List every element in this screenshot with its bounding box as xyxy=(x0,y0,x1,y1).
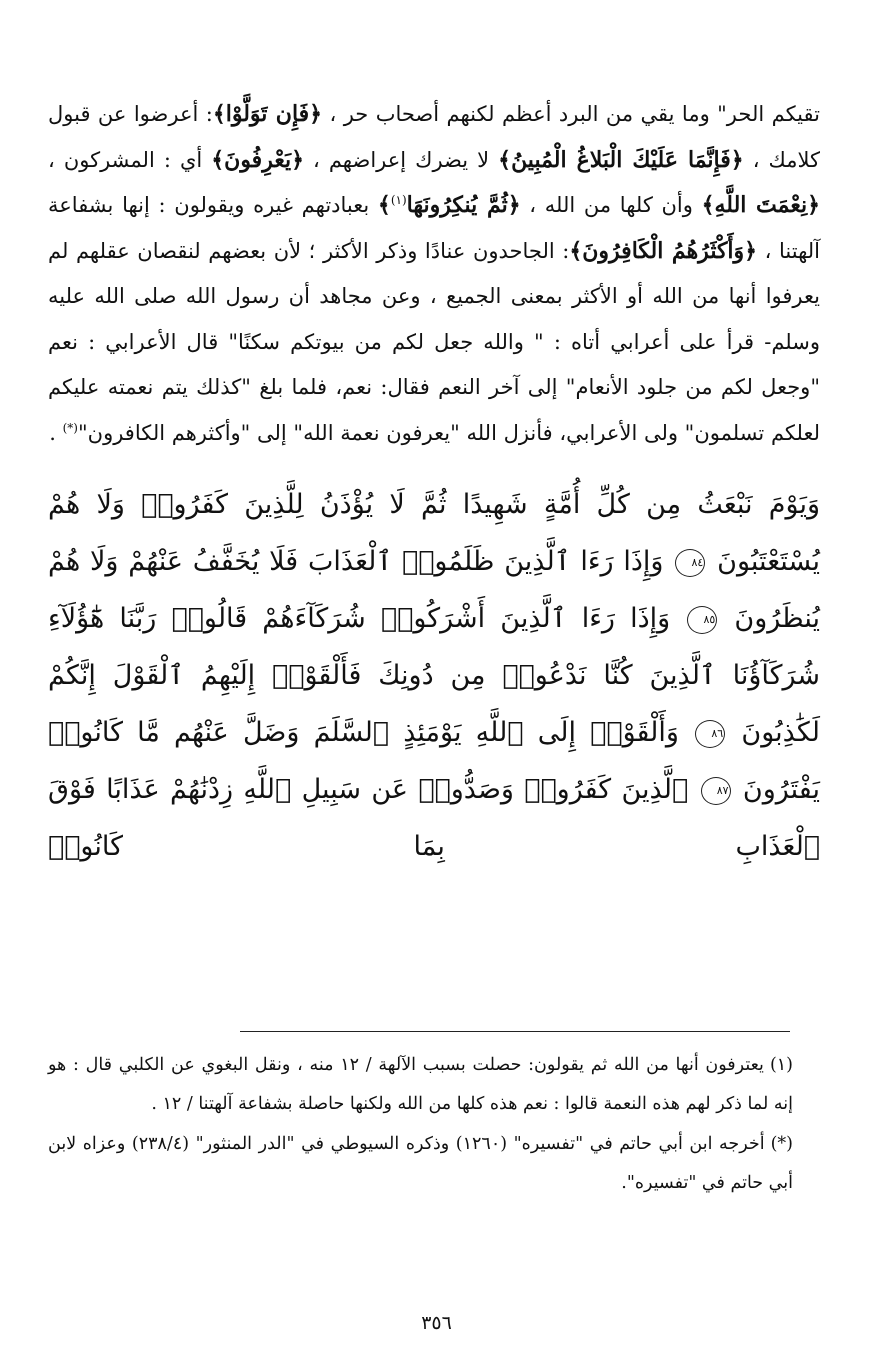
footnote-2 xyxy=(48,1125,793,1202)
footnote-marker: (١) xyxy=(769,1055,793,1075)
verse-text: وَيَوْمَ نَبْعَثُ مِن كُلِّ أُمَّةٍ شَهِيدًا ثُمَّ لَا يُؤْذَنُ لِلَّذِينَ كَفَرُوا۟ وَلَا هُمْ يُسْتَعْتَبُونَ xyxy=(48,489,820,577)
quran-verses-paragraph xyxy=(48,476,820,875)
footnote-text: أخرجه ابن أبي حاتم في "تفسيره" (١٢٦٠) وذكره السيوطي في "الدر المنثور" (٢٣٨/٤) وعزاه لابن أبي حاتم في "تفسيره". xyxy=(48,1134,793,1193)
commentary-text: لا يضرك إعراضهم ، xyxy=(303,147,499,172)
quran-verses xyxy=(48,476,820,875)
commentary-text: وأن كلها من الله ، xyxy=(520,193,702,217)
quran-quote-close: ﴾ xyxy=(377,192,391,218)
commentary-text: أي : المشركون ، xyxy=(48,147,212,172)
quran-quote: ﴿يَعْرِفُونَ﴾ xyxy=(211,146,304,173)
footnotes xyxy=(48,1046,793,1204)
ayah-number-marker: ٨٥ xyxy=(687,606,717,634)
ayah-number-marker: ٨٦ xyxy=(695,720,725,748)
commentary-text: : الجاحدون عنادًا وذكر الأكثر ؛ لأن بعضهم لنقصان عقلهم لم يعرفوا أنها من الله أو الأكثر بمعنى الجميع ، وعن مجاهد أن رسول الله صلى الله عليه وسلم- قرأ على أعرابي أتاه : " والله جعل لكم من بيوتكم سكنًا" قال الأعرابي : نعم "وجعل لكم من جلود الأنعام" إلى آخر النعم فقال: نعم، فلما بلغ "كذلك يتم نعمته عليكم لعلكم تسلمون" ولى الأعرابي، فأنزل الله "يعرفون نعمة الله" إلى "وأكثرهم الكافرون" xyxy=(48,238,820,445)
quran-quote: ﴿فَإِنَّمَا عَلَيْكَ الْبَلاغُ الْمُبِينُ﴾ xyxy=(498,146,744,173)
verse-text: وَإِذَا رَءَا ٱلَّذِينَ أَشْرَكُوا۟ شُرَكَآءَهُمْ قَالُوا۟ رَبَّنَا هَٰٓؤُلَآءِ شُرَكَآؤُنَا ٱلَّذِينَ كُنَّا نَدْعُوا۟ مِن دُونِكَ فَأَلْقَوْا۟ إِلَيْهِمُ ٱلْقَوْلَ إِنَّكُمْ لَكَٰذِبُونَ xyxy=(48,603,820,748)
verse-text: وَأَلْقَوْا۟ إِلَى ٱللَّهِ يَوْمَئِذٍ ٱلسَّلَمَ وَضَلَّ عَنْهُم مَّا كَانُوا۟ يَفْتَرُونَ xyxy=(48,717,820,805)
footnote-marker: (*) xyxy=(770,1134,793,1154)
quran-quote: ﴿وَأَكْثَرُهُمُ الْكَافِرُونَ﴾ xyxy=(569,237,758,264)
tafsir-commentary xyxy=(48,92,820,456)
footnote-reference[interactable]: (١) xyxy=(390,193,407,207)
commentary-text: بعبادتهم غيره ويقولون : إنها بشفاعة آلهتنا ، xyxy=(48,193,820,263)
footnote-separator xyxy=(240,1031,790,1032)
quran-quote: ﴿فَإِن تَوَلَّوْا﴾ xyxy=(212,101,323,127)
footnote-1 xyxy=(48,1046,793,1123)
footnote-reference[interactable]: (*) xyxy=(62,420,78,435)
verse-text: وَإِذَا رَءَا ٱلَّذِينَ ظَلَمُوا۟ ٱلْعَذَابَ فَلَا يُخَفَّفُ عَنْهُمْ وَلَا هُمْ يُنظَرُونَ xyxy=(48,546,820,634)
verse-text: ٱلَّذِينَ كَفَرُوا۟ وَصَدُّوا۟ عَن سَبِيلِ ٱللَّهِ زِدْنَٰهُمْ عَذَابًا فَوْقَ ٱلْعَذَابِ بِمَا كَانُوا۟ xyxy=(48,774,820,862)
page-number: ٣٥٦ xyxy=(421,1312,452,1334)
ayah-number-marker: ٨٤ xyxy=(675,549,705,577)
quran-quote: ﴿نِعْمَتَ اللَّهِ﴾ xyxy=(701,192,820,218)
page-body xyxy=(48,92,820,875)
commentary-text: . xyxy=(49,420,63,445)
commentary-text: : أعرضوا عن قبول كلامك ، xyxy=(48,102,820,172)
footnote-text: يعترفون أنها من الله ثم يقولون: حصلت بسبب الآلهة / ١٢ منه ، ونقل البغوي عن الكلبي قال : هو إنه لما ذكر لهم هذه النعمة قالوا : نعم هذه كلها من الله ولكنها حاصلة بشفاعة آلهتنا / ١٢ . xyxy=(48,1055,793,1114)
ayah-number-marker: ٨٧ xyxy=(701,777,731,805)
commentary-text: تقيكم الحر" وما يقي من البرد أعظم لكنهم أصحاب حر ، xyxy=(322,102,820,126)
quran-quote: ﴿ثُمَّ يُنكِرُونَهَا xyxy=(406,192,521,218)
commentary-paragraph xyxy=(48,92,820,456)
